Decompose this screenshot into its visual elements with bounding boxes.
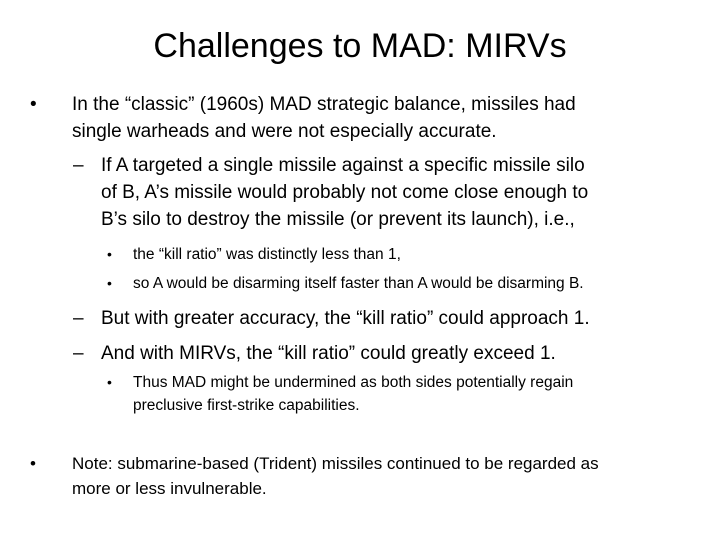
sub-bullet-item <box>73 340 556 367</box>
bullet-marker: • <box>30 454 36 473</box>
bullet-text: Note: submarine-based (Trident) missiles continued to be regarded as more or less invulnerable. <box>72 454 599 498</box>
dash-marker: – <box>73 308 84 329</box>
slide-title: Challenges to MAD: MIRVs <box>153 27 567 65</box>
dash-marker: – <box>73 343 84 364</box>
sub-sub-bullet-item <box>107 272 584 295</box>
sub-bullet-item <box>73 152 589 233</box>
bullet-text: Thus MAD might be undermined as both sides potentially regain preclusive first-strike capabilities. <box>133 374 574 414</box>
bullet-marker: • <box>107 374 112 390</box>
bullet-marker: • <box>107 275 112 291</box>
bullet-item <box>30 91 576 145</box>
sub-sub-bullet-item <box>107 371 574 417</box>
bullet-marker: • <box>107 246 112 262</box>
dash-marker: – <box>73 155 84 176</box>
bullet-marker: • <box>30 94 37 115</box>
bullet-item <box>30 451 599 501</box>
bullet-text: If A targeted a single missile against a specific missile silo of B, A’s missile would probably not come close enough to B’s silo to destroy the missile (or prevent its launch), i.e., <box>101 155 589 230</box>
bullet-text: so A would be disarming itself faster than A would be disarming B. <box>133 275 584 292</box>
sub-bullet-item <box>73 305 590 332</box>
bullet-text: the “kill ratio” was distinctly less than 1, <box>133 246 401 263</box>
sub-sub-bullet-item <box>107 243 401 266</box>
bullet-text: But with greater accuracy, the “kill ratio” could approach 1. <box>101 308 590 329</box>
bullet-text: In the “classic” (1960s) MAD strategic balance, missiles had single warheads and were not especially accurate. <box>72 94 576 142</box>
bullet-text: And with MIRVs, the “kill ratio” could greatly exceed 1. <box>101 343 556 364</box>
